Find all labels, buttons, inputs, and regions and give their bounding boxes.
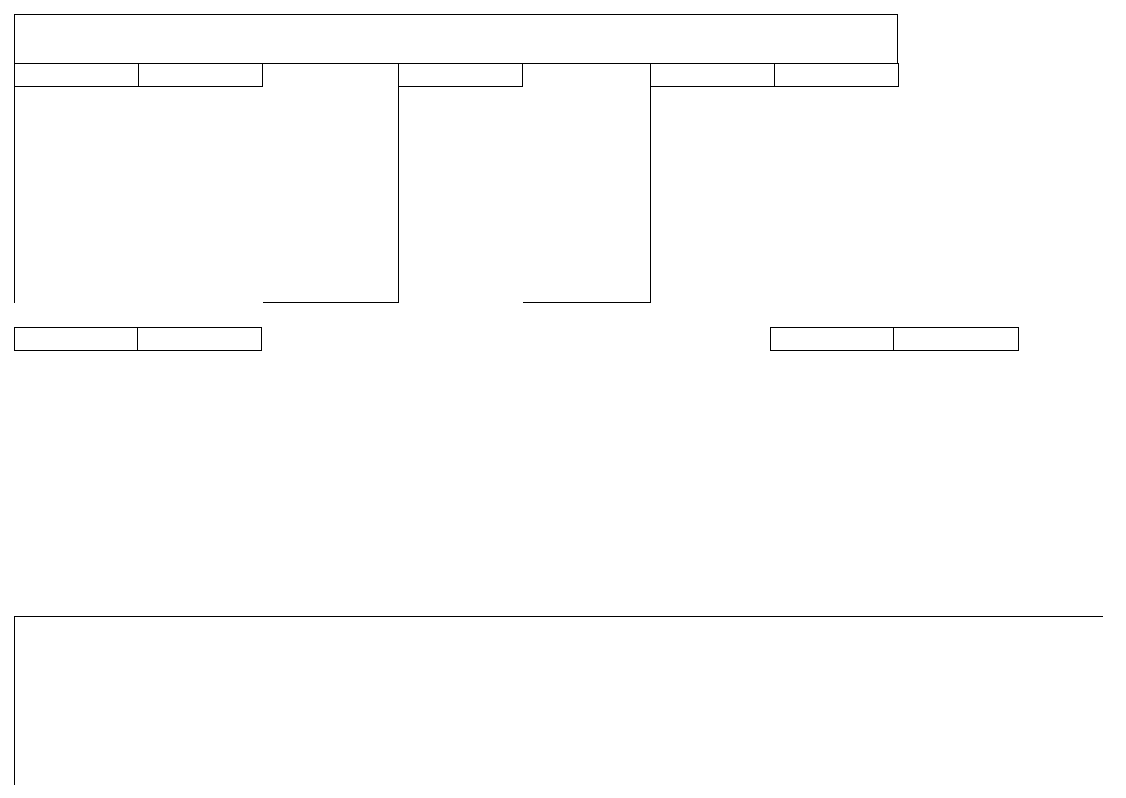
calls-oi-change-header [138,327,262,351]
calls-label [263,63,399,303]
expiration-header [399,63,523,87]
calls-strike-header [14,327,138,351]
puts-strike-header [651,63,775,87]
open-interest-table [14,63,899,303]
puts-oi-change-header [894,327,1019,351]
puts-oi-header [775,63,899,87]
oi-change-table [14,327,1023,567]
puts-label-top-blank [523,63,651,111]
exec-table [518,616,1103,737]
puts-strike-header [770,327,894,351]
title-box [14,14,898,64]
calls-strike-header [15,63,139,87]
float-table [14,616,520,785]
calls-oi-header [139,63,263,87]
puts-label [523,111,651,303]
